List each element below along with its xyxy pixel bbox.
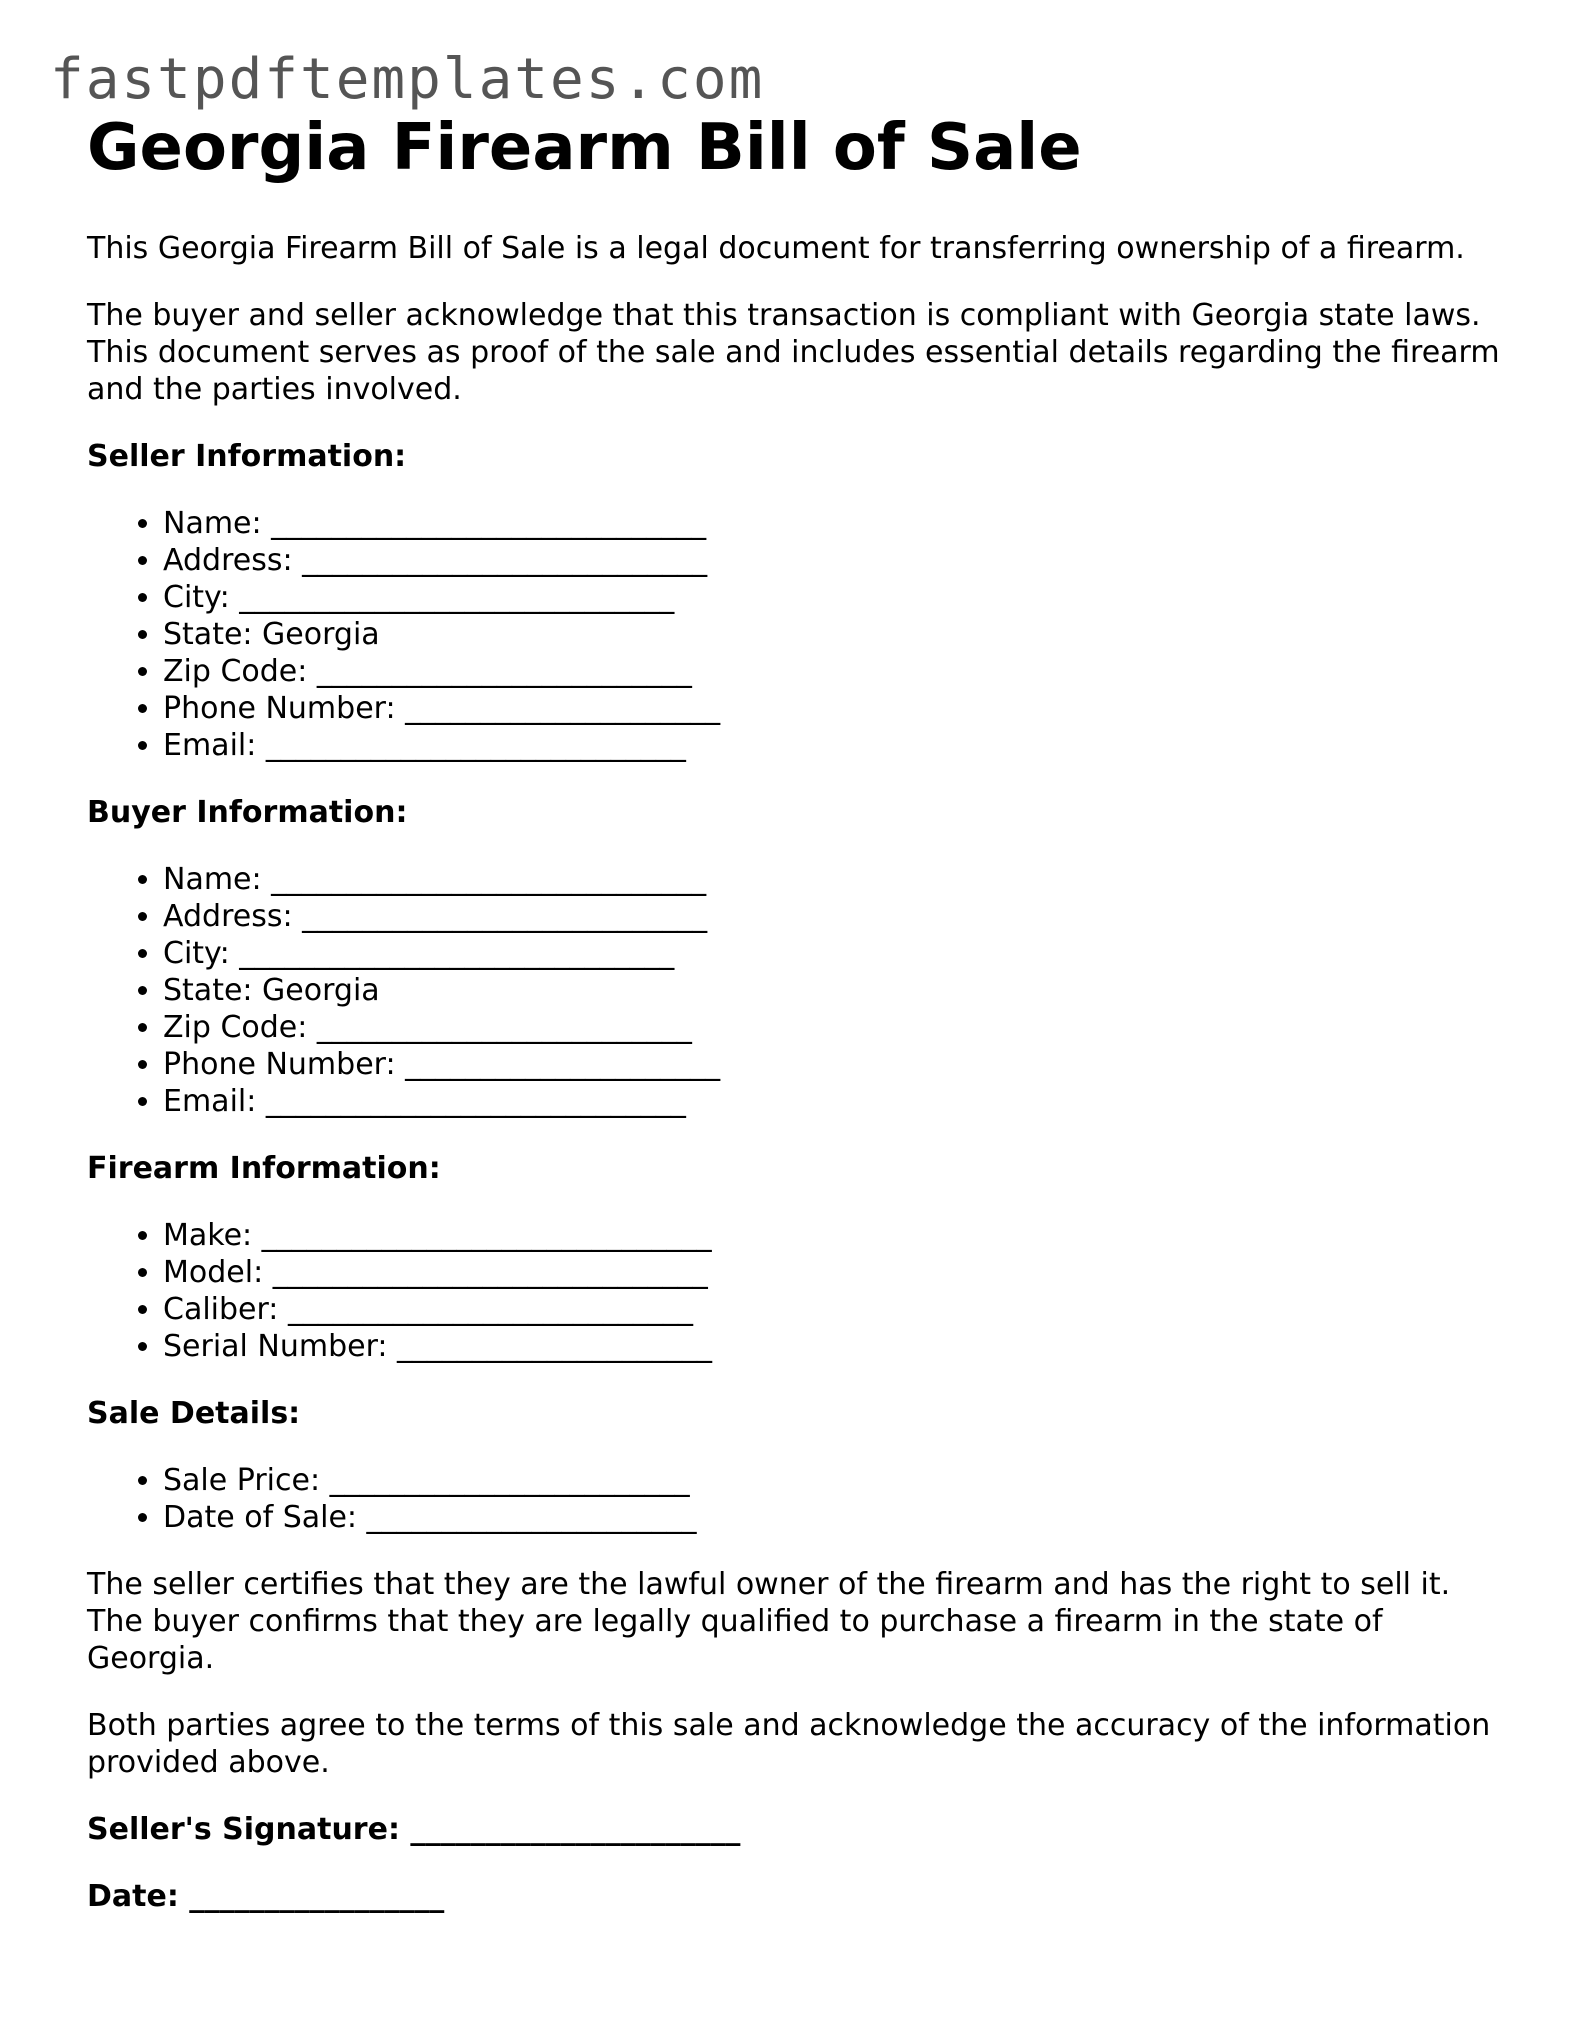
seller-name-field: • Name: _____________________________: [163, 505, 1507, 542]
seller-state-field: • State: Georgia: [163, 616, 1507, 653]
document-title: Georgia Firearm Bill of Sale: [87, 111, 1082, 185]
buyer-address-field: • Address: ___________________________: [163, 898, 1507, 935]
sale-section-heading: Sale Details:: [87, 1396, 301, 1431]
firearm-model-field: • Model: _____________________________: [163, 1254, 1507, 1291]
seller-phone-field: • Phone Number: _____________________: [163, 690, 1507, 727]
buyer-state-field: • State: Georgia: [163, 972, 1507, 1009]
intro-paragraph-1: This Georgia Firearm Bill of Sale is a legal document for transferring ownership of a firearm.: [87, 231, 1465, 266]
buyer-city-field: • City: _____________________________: [163, 935, 1507, 972]
seller-field-list: [87, 505, 1507, 764]
site-watermark: fastpdftemplates.com: [50, 47, 765, 112]
buyer-zip-field: • Zip Code: _________________________: [163, 1009, 1507, 1046]
certification-paragraph: The seller certifies that they are the lawful owner of the firearm and has the right to sell it. The buyer confirms that they are legally qualified to purchase a firearm in the state of Georgia.: [87, 1567, 1451, 1676]
firearm-section-heading: Firearm Information:: [87, 1151, 441, 1186]
buyer-field-list: [87, 861, 1507, 1120]
seller-email-field: • Email: ____________________________: [163, 727, 1507, 764]
seller-signature-line: Seller's Signature: ______________________: [87, 1812, 741, 1847]
agreement-paragraph: Both parties agree to the terms of this sale and acknowledge the accuracy of the information provided above.: [87, 1708, 1491, 1780]
intro-paragraph-2: The buyer and seller acknowledge that this transaction is compliant with Georgia state laws. This document serves as proof of the sale and includes essential details regarding the firearm and the parties involved.: [87, 298, 1500, 407]
sale-price-field: • Sale Price: ________________________: [163, 1462, 1507, 1499]
buyer-section-heading: Buyer Information:: [87, 795, 408, 830]
seller-section-heading: Seller Information:: [87, 439, 407, 474]
firearm-serial-field: • Serial Number: _____________________: [163, 1328, 1507, 1365]
seller-city-field: • City: _____________________________: [163, 579, 1507, 616]
buyer-email-field: • Email: ____________________________: [163, 1083, 1507, 1120]
signature-date-line: Date: _________________: [87, 1879, 445, 1914]
seller-address-field: • Address: ___________________________: [163, 542, 1507, 579]
sale-field-list: [87, 1462, 1507, 1536]
buyer-name-field: • Name: _____________________________: [163, 861, 1507, 898]
sale-date-field: • Date of Sale: ______________________: [163, 1499, 1507, 1536]
seller-zip-field: • Zip Code: _________________________: [163, 653, 1507, 690]
buyer-phone-field: • Phone Number: _____________________: [163, 1046, 1507, 1083]
firearm-field-list: [87, 1217, 1507, 1365]
firearm-make-field: • Make: ______________________________: [163, 1217, 1507, 1254]
firearm-caliber-field: • Caliber: ___________________________: [163, 1291, 1507, 1328]
document-page: [87, 108, 1507, 1915]
